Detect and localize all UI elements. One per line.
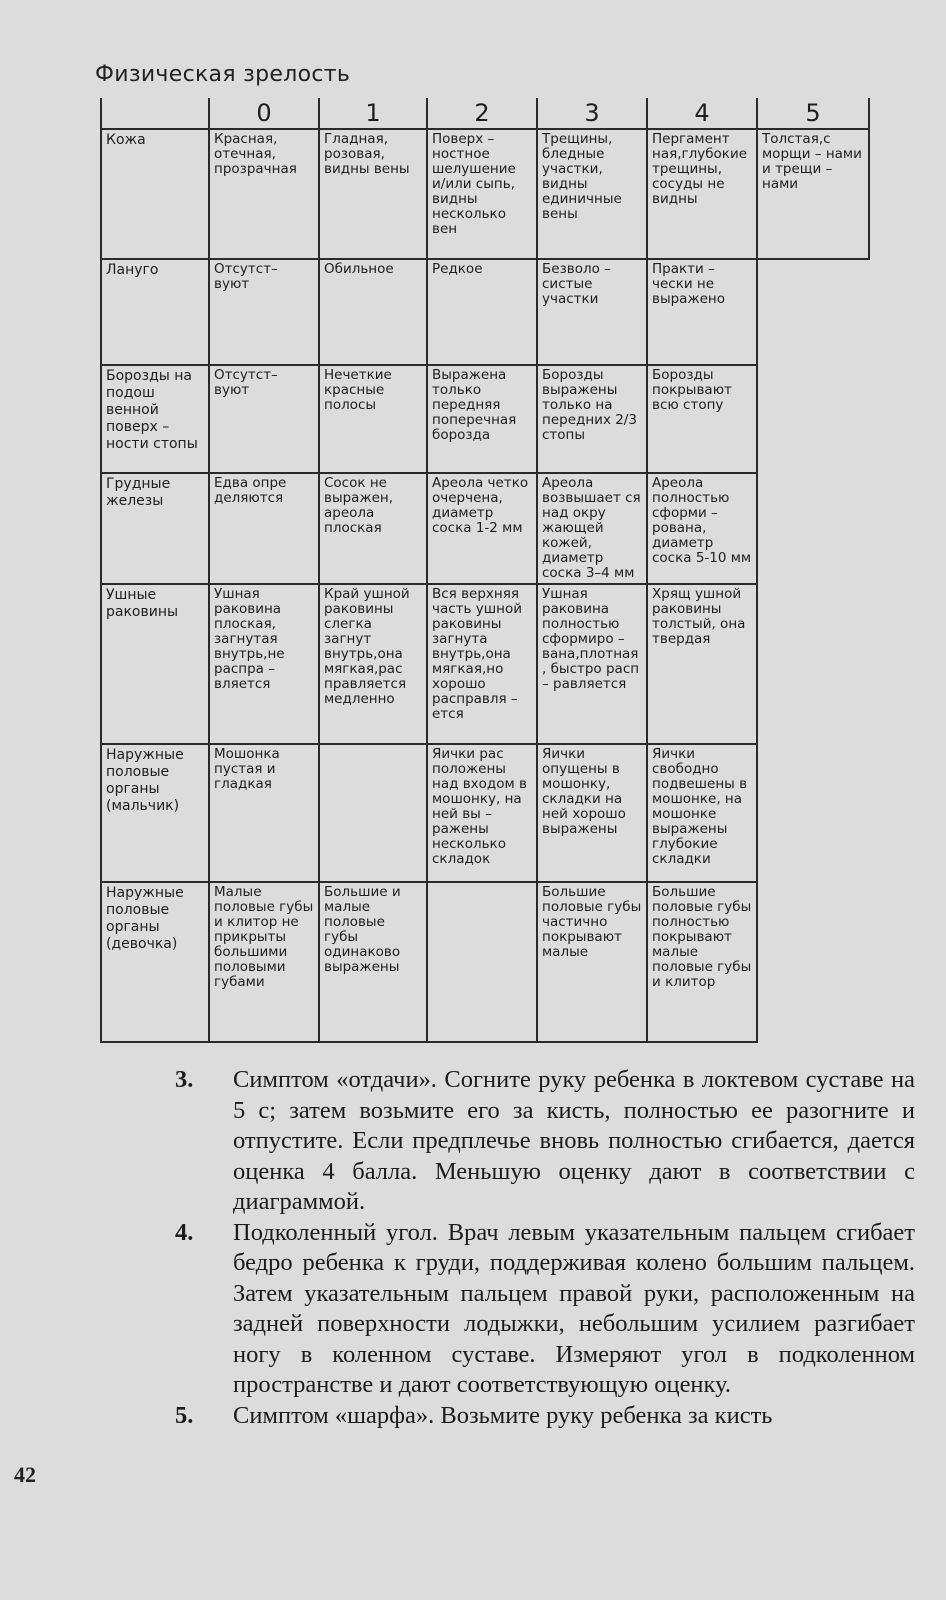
table-cell: Едва опре деляются <box>209 473 319 584</box>
numbered-paragraph <box>175 1401 915 1432</box>
table-cell: Мошонка пустая и гладкая <box>209 744 319 882</box>
table-cell: Трещины, бледные участки, видны единичные вены <box>537 129 647 259</box>
table-cell: Яички рас положены над входом в мошонку, на ней вы – ражены несколько складок <box>427 744 537 882</box>
table-cell: Выражена только передняя поперечная борозда <box>427 365 537 473</box>
table-cell: Ареола возвышает ся над окру жающей кожей, диаметр соска 3–4 мм <box>537 473 647 584</box>
table-cell: Ушная раковина плоская, загнутая внутрь,не распра – вляется <box>209 584 319 744</box>
row-label: Ушные раковины <box>101 584 209 744</box>
table-row <box>101 584 869 744</box>
table-cell: Яички свободно подвешены в мошонке, на мошонке выражены глубокие складки <box>647 744 757 882</box>
table-cell-empty <box>757 259 869 365</box>
table-cell: Обильное <box>319 259 427 365</box>
table-cell: Отсутст– вуют <box>209 365 319 473</box>
table-cell: Большие и малые половые губы одинаково выражены <box>319 882 427 1042</box>
column-header: 5 <box>757 98 869 129</box>
row-label: Наружные половые органы (мальчик) <box>101 744 209 882</box>
table-cell: Пергамент ная,глубокие трещины, сосуды не видны <box>647 129 757 259</box>
table-cell-empty <box>757 365 869 473</box>
page-title: Физическая зрелость <box>95 62 351 87</box>
table-cell: Ареола четко очерчена, диаметр соска 1-2 мм <box>427 473 537 584</box>
table-cell-empty <box>757 584 869 744</box>
paragraph-text: Подколенный угол. Врач левым указательным пальцем сгибает бедро ребенка к груди, поддерживая колено большим пальцем. Затем указательным пальцем правой руки, расположенным на задней поверхности лодыжки, небольшим усилием разгибает ногу в коленном суставе. Измеряют угол в подколенном пространстве и дают соответствующую оценку. <box>233 1218 915 1398</box>
table-cell: Яички опущены в мошонку, складки на ней хорошо выражены <box>537 744 647 882</box>
table-cell: Борозды выражены только на передних 2/3 стопы <box>537 365 647 473</box>
table-cell: Красная, отечная, прозрачная <box>209 129 319 259</box>
row-label: Лануго <box>101 259 209 365</box>
column-header: 3 <box>537 98 647 129</box>
table-cell: Малые половые губы и клитор не прикрыты большими половыми губами <box>209 882 319 1042</box>
table-row <box>101 473 869 584</box>
table-cell <box>427 882 537 1042</box>
table-cell <box>319 744 427 882</box>
table-cell: Большие половые губы частично покрывают малые <box>537 882 647 1042</box>
table-cell-empty <box>757 473 869 584</box>
numbered-paragraph <box>175 1218 915 1401</box>
table-cell: Безволо – систые участки <box>537 259 647 365</box>
table-row <box>101 259 869 365</box>
paragraph-text: Симптом «шарфа». Возьмите руку ребенка за кисть <box>233 1401 773 1429</box>
table-cell-empty <box>757 744 869 882</box>
table-header-row <box>101 98 869 129</box>
column-header: 0 <box>209 98 319 129</box>
paragraph-number: 4. <box>175 1218 194 1246</box>
table-row <box>101 129 869 259</box>
row-label: Кожа <box>101 129 209 259</box>
table-cell: Нечеткие красные полосы <box>319 365 427 473</box>
table-cell: Практи – чески не выражено <box>647 259 757 365</box>
numbered-paragraph <box>175 1065 915 1218</box>
row-label: Наружные половые органы (девочка) <box>101 882 209 1042</box>
table-cell: Сосок не выражен, ареола плоская <box>319 473 427 584</box>
column-header: 1 <box>319 98 427 129</box>
table-cell: Хрящ ушной раковины толстый, она твердая <box>647 584 757 744</box>
table-cell: Вся верхняя часть ушной раковины загнута внутрь,она мягкая,но хорошо расправля – ется <box>427 584 537 744</box>
table-row <box>101 882 869 1042</box>
table-cell: Ареола полностью сформи – рована, диаметр соска 5-10 мм <box>647 473 757 584</box>
row-label: Борозды на подош венной поверх – ности стопы <box>101 365 209 473</box>
table-cell: Отсутст– вуют <box>209 259 319 365</box>
table-row <box>101 365 869 473</box>
page-number: 42 <box>14 1462 36 1487</box>
paragraph-number: 3. <box>175 1066 194 1093</box>
table-cell: Ушная раковина полностью сформиро – вана,плотная, быстро расп – равляется <box>537 584 647 744</box>
physical-maturity-table <box>100 98 870 1043</box>
row-label: Грудные железы <box>101 473 209 584</box>
paragraph-text: Симптом «отдачи». Согните руку ребенка в локтевом суставе на 5 с; затем возьмите его за кисть, полностью ее разогните и отпустите. Если предплечье вновь полностью сгибается, дается оценка 4 балла. Меньшую оценку дают в соответствии с диаграммой. <box>233 1066 915 1215</box>
column-header: 4 <box>647 98 757 129</box>
table-cell: Большие половые губы полностью покрывают малые половые губы и клитор <box>647 882 757 1042</box>
table-cell: Поверх – ностное шелушение и/или сыпь, видны несколько вен <box>427 129 537 259</box>
table-cell: Борозды покрывают всю стопу <box>647 365 757 473</box>
table-cell: Гладная, розовая, видны вены <box>319 129 427 259</box>
table-cell-empty <box>757 882 869 1042</box>
table-cell: Край ушной раковины слегка загнут внутрь,она мягкая,рас правляется медленно <box>319 584 427 744</box>
body-text <box>175 1065 915 1431</box>
column-header: 2 <box>427 98 537 129</box>
table-cell: Толстая,с морщи – нами и трещи – нами <box>757 129 869 259</box>
table-row <box>101 744 869 882</box>
header-corner <box>101 98 209 129</box>
table-cell: Редкое <box>427 259 537 365</box>
paragraph-number: 5. <box>175 1401 194 1429</box>
